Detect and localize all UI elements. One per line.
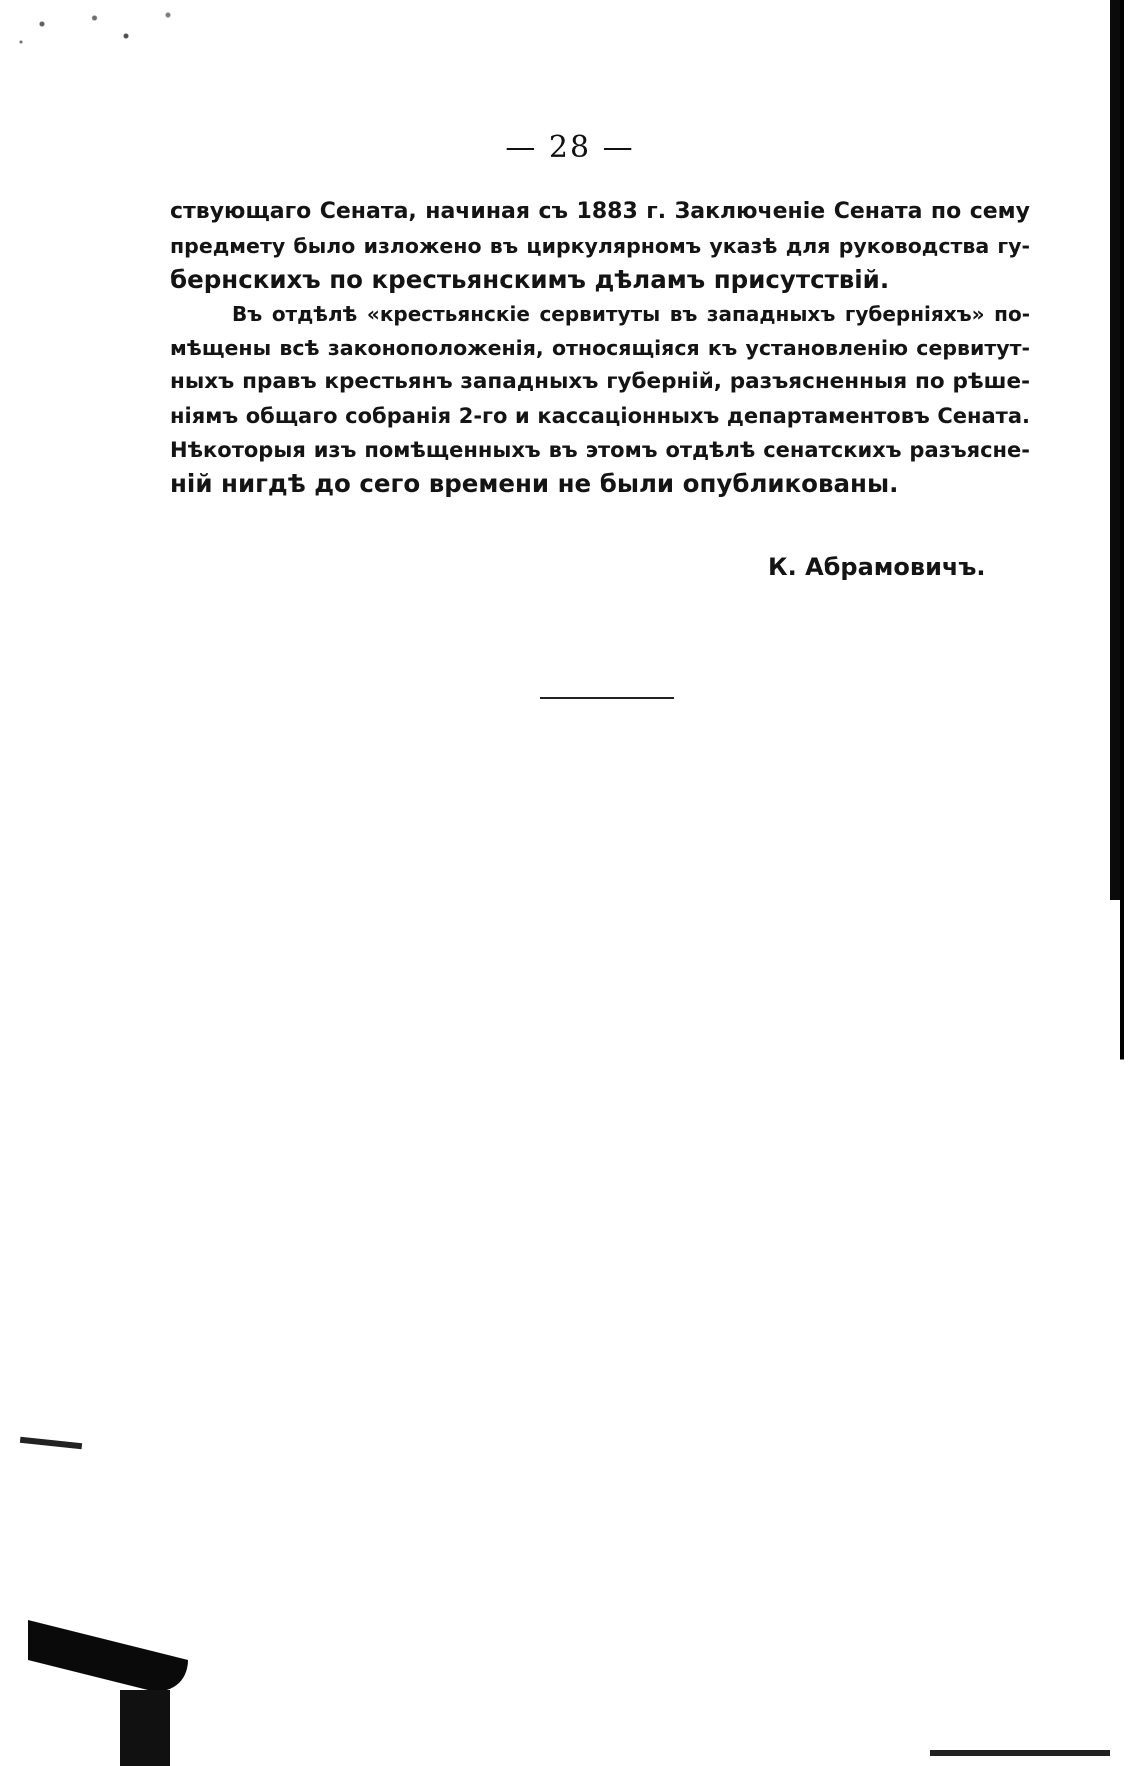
body-text [170, 195, 1030, 501]
text-line: ныхъ правъ крестьянъ западныхъ губерній, разъясненныя по рѣше- [170, 369, 1030, 394]
text-line: ствующаго Сената, начиная съ 1883 г. Заключеніе Сената по сему [170, 199, 1030, 224]
page-number: — 28 — [505, 130, 635, 165]
text-line: Въ отдѣлѣ «крестьянскіе сервитуты въ западныхъ губерніяхъ» по- [232, 302, 1030, 326]
scan-corner-stain-lower [120, 1690, 170, 1766]
scan-bottom-line [930, 1750, 1110, 1756]
text-line: бернскихъ по крестьянскимъ дѣламъ присутствій. [170, 265, 890, 294]
paragraph-2 [170, 297, 1030, 501]
text-line: ніямъ общаго собранія 2-го и кассаціонныхъ департаментовъ Сената. [170, 404, 1030, 428]
text-line: ній нигдѣ до сего времени не были опубликованы. [170, 469, 899, 498]
section-divider [540, 697, 674, 699]
scan-mark [20, 1437, 82, 1449]
scan-corner-stain [28, 1620, 188, 1700]
scan-speckle [0, 0, 210, 60]
text-line: предмету было изложено въ циркулярномъ указѣ для руководства гу- [170, 234, 1030, 258]
author-signature: К. Абрамовичъ. [768, 553, 986, 581]
text-line: мѣщены всѣ законоположенія, относящіяся къ установленію сервитут- [170, 336, 1030, 360]
paragraph-1 [170, 195, 1030, 297]
text-line: Нѣкоторыя изъ помѣщенныхъ въ этомъ отдѣлѣ сенатскихъ разъясне- [170, 438, 1030, 462]
scan-edge-line [1120, 0, 1124, 1766]
